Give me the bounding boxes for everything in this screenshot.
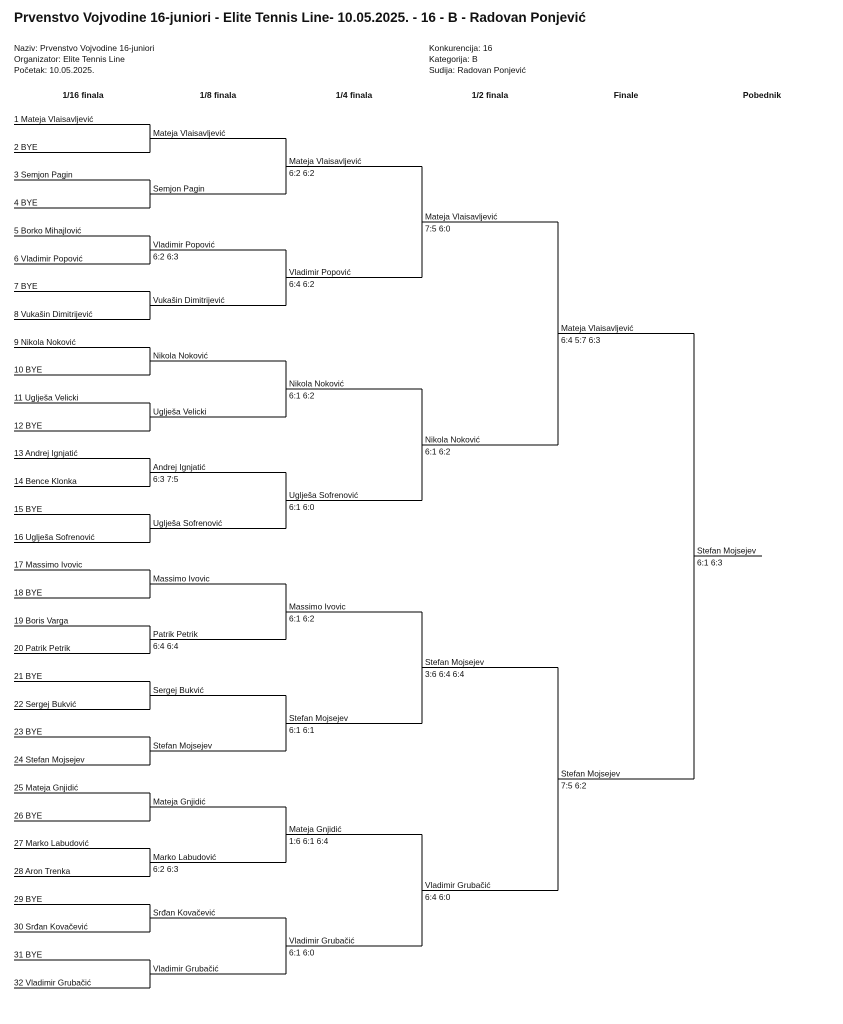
tournament-organizer: Organizator: Elite Tennis Line xyxy=(14,54,125,64)
match-score: 6:4 6:4 xyxy=(153,641,179,652)
match-score: 6:1 6:2 xyxy=(289,390,315,401)
draw-entry: 3 Semjon Pagin xyxy=(14,169,73,180)
match-winner: Semjon Pagin xyxy=(153,183,205,194)
match-winner: Patrik Petrik xyxy=(153,629,198,640)
tournament-category: Kategorija: B xyxy=(429,54,478,64)
tournament-competition: Konkurencija: 16 xyxy=(429,43,493,53)
match-winner: Vladimir Grubačić xyxy=(425,879,491,890)
match-winner: Uglješa Sofrenović xyxy=(153,517,223,528)
match-winner: Vladimir Grubačić xyxy=(153,963,219,974)
draw-entry: 28 Aron Trenka xyxy=(14,865,71,876)
draw-entry: 25 Mateja Gnjidić xyxy=(14,782,79,793)
match-winner: Stefan Mojsejev xyxy=(425,657,485,668)
draw-entry: 32 Vladimir Grubačić xyxy=(14,977,92,988)
draw-entry: 27 Marko Labudović xyxy=(14,838,89,849)
tournament-start-date: Početak: 10.05.2025. xyxy=(14,65,95,75)
match-winner: Mateja Vlaisavljević xyxy=(561,322,634,333)
tournament-referee: Sudija: Radovan Ponjević xyxy=(429,65,526,75)
match-score: 7:5 6:0 xyxy=(425,223,451,234)
round-header-final: Finale xyxy=(613,90,639,100)
draw-entry: 19 Boris Varga xyxy=(14,615,69,626)
match-score: 6:1 6:0 xyxy=(289,501,315,512)
draw-entry: 13 Andrej Ignjatić xyxy=(14,448,78,459)
match-winner: Massimo Ivovic xyxy=(153,573,210,584)
match-score: 1:6 6:1 6:4 xyxy=(289,836,329,847)
match-winner: Uglješa Velicki xyxy=(153,406,207,417)
draw-entry: 6 Vladimir Popović xyxy=(14,253,83,264)
match-winner: Vukašin Dimitrijević xyxy=(153,295,225,306)
match-winner: Mateja Gnjidić xyxy=(289,824,342,835)
round-header-qf: 1/4 finala xyxy=(335,90,373,100)
match-winner: Uglješa Sofrenović xyxy=(289,489,359,500)
match-score: 6:3 7:5 xyxy=(153,474,179,485)
match-winner: Andrej Ignjatić xyxy=(153,462,206,473)
match-winner: Vladimir Popović xyxy=(153,239,215,250)
draw-entry: 16 Uglješa Sofrenović xyxy=(14,531,95,542)
match-winner: Nikola Noković xyxy=(289,378,344,389)
draw-entry: 7 BYE xyxy=(14,281,38,292)
match-score: 7:5 6:2 xyxy=(561,780,587,791)
match-winner: Mateja Vlaisavljević xyxy=(425,211,498,222)
match-score: 6:2 6:3 xyxy=(153,864,179,875)
draw-entry: 1 Mateja Vlaisavljević xyxy=(14,114,94,124)
match-winner: Nikola Noković xyxy=(153,350,208,361)
draw-entry: 22 Sergej Bukvić xyxy=(14,698,77,709)
match-winner: Vladimir Grubačić xyxy=(289,935,355,946)
match-winner: Mateja Vlaisavljević xyxy=(289,155,362,166)
draw-entry: 5 Borko Mihajlović xyxy=(14,225,82,236)
match-score: 6:4 6:2 xyxy=(289,279,315,290)
match-winner: Massimo Ivovic xyxy=(289,601,346,612)
draw-entry: 21 BYE xyxy=(14,671,43,681)
match-winner: Nikola Noković xyxy=(425,434,480,445)
match-score: 6:1 6:2 xyxy=(425,446,451,457)
draw-entry: 24 Stefan Mojsejev xyxy=(14,754,85,765)
match-winner: Marko Labudović xyxy=(153,852,217,863)
draw-entry: 15 BYE xyxy=(14,503,43,514)
page-title: Prvenstvo Vojvodine 16-juniori - Elite Tennis Line- 10.05.2025. - 16 - B - Radovan Ponjević xyxy=(14,10,586,25)
draw-entry: 2 BYE xyxy=(14,141,38,152)
match-score: 6:1 6:1 xyxy=(289,724,315,735)
match-score: 6:1 6:3 xyxy=(697,557,723,568)
draw-entry: 10 BYE xyxy=(14,364,43,375)
draw-entry: 23 BYE xyxy=(14,726,43,737)
match-winner: Mateja Vlaisavljević xyxy=(153,127,226,138)
draw-entry: 9 Nikola Noković xyxy=(14,336,76,347)
round-header-winner: Pobednik xyxy=(742,90,782,100)
tournament-name: Naziv: Prvenstvo Vojvodine 16-juniori xyxy=(14,43,155,53)
match-score: 6:1 6:0 xyxy=(289,947,315,958)
match-winner: Stefan Mojsejev xyxy=(289,712,349,723)
draw-entry: 14 Bence Klonka xyxy=(14,476,77,487)
match-winner: Stefan Mojsejev xyxy=(153,740,213,751)
draw-entry: 20 Patrik Petrik xyxy=(14,643,71,654)
match-winner: Stefan Mojsejev xyxy=(561,768,621,779)
draw-entry: 31 BYE xyxy=(14,949,43,960)
match-winner: Srđan Kovačević xyxy=(153,907,216,918)
match-score: 6:1 6:2 xyxy=(289,613,315,624)
match-score: 3:6 6:4 6:4 xyxy=(425,669,465,680)
match-winner: Sergej Bukvić xyxy=(153,684,204,695)
match-winner: Vladimir Popović xyxy=(289,267,351,278)
match-winner: Mateja Gnjidić xyxy=(153,796,206,807)
match-score: 6:4 5:7 6:3 xyxy=(561,334,601,345)
round-header-sf: 1/2 finala xyxy=(471,90,509,100)
round-header-r32: 1/16 finala xyxy=(62,90,104,100)
draw-entry: 17 Massimo Ivovic xyxy=(14,559,83,570)
round-header-r16: 1/8 finala xyxy=(199,90,237,100)
draw-entry: 12 BYE xyxy=(14,420,43,431)
draw-entry: 8 Vukašin Dimitrijević xyxy=(14,308,93,319)
match-score: 6:4 6:0 xyxy=(425,891,451,902)
draw-entry: 18 BYE xyxy=(14,587,43,598)
match-score: 6:2 6:2 xyxy=(289,167,315,178)
match-winner: Stefan Mojsejev xyxy=(697,545,757,556)
draw-entry: 4 BYE xyxy=(14,197,38,208)
draw-entry: 26 BYE xyxy=(14,810,43,821)
draw-entry: 29 BYE xyxy=(14,893,43,904)
match-score: 6:2 6:3 xyxy=(153,251,179,262)
draw-entry: 30 Srđan Kovačević xyxy=(14,921,88,932)
draw-entry: 11 Uglješa Velicki xyxy=(14,392,79,403)
